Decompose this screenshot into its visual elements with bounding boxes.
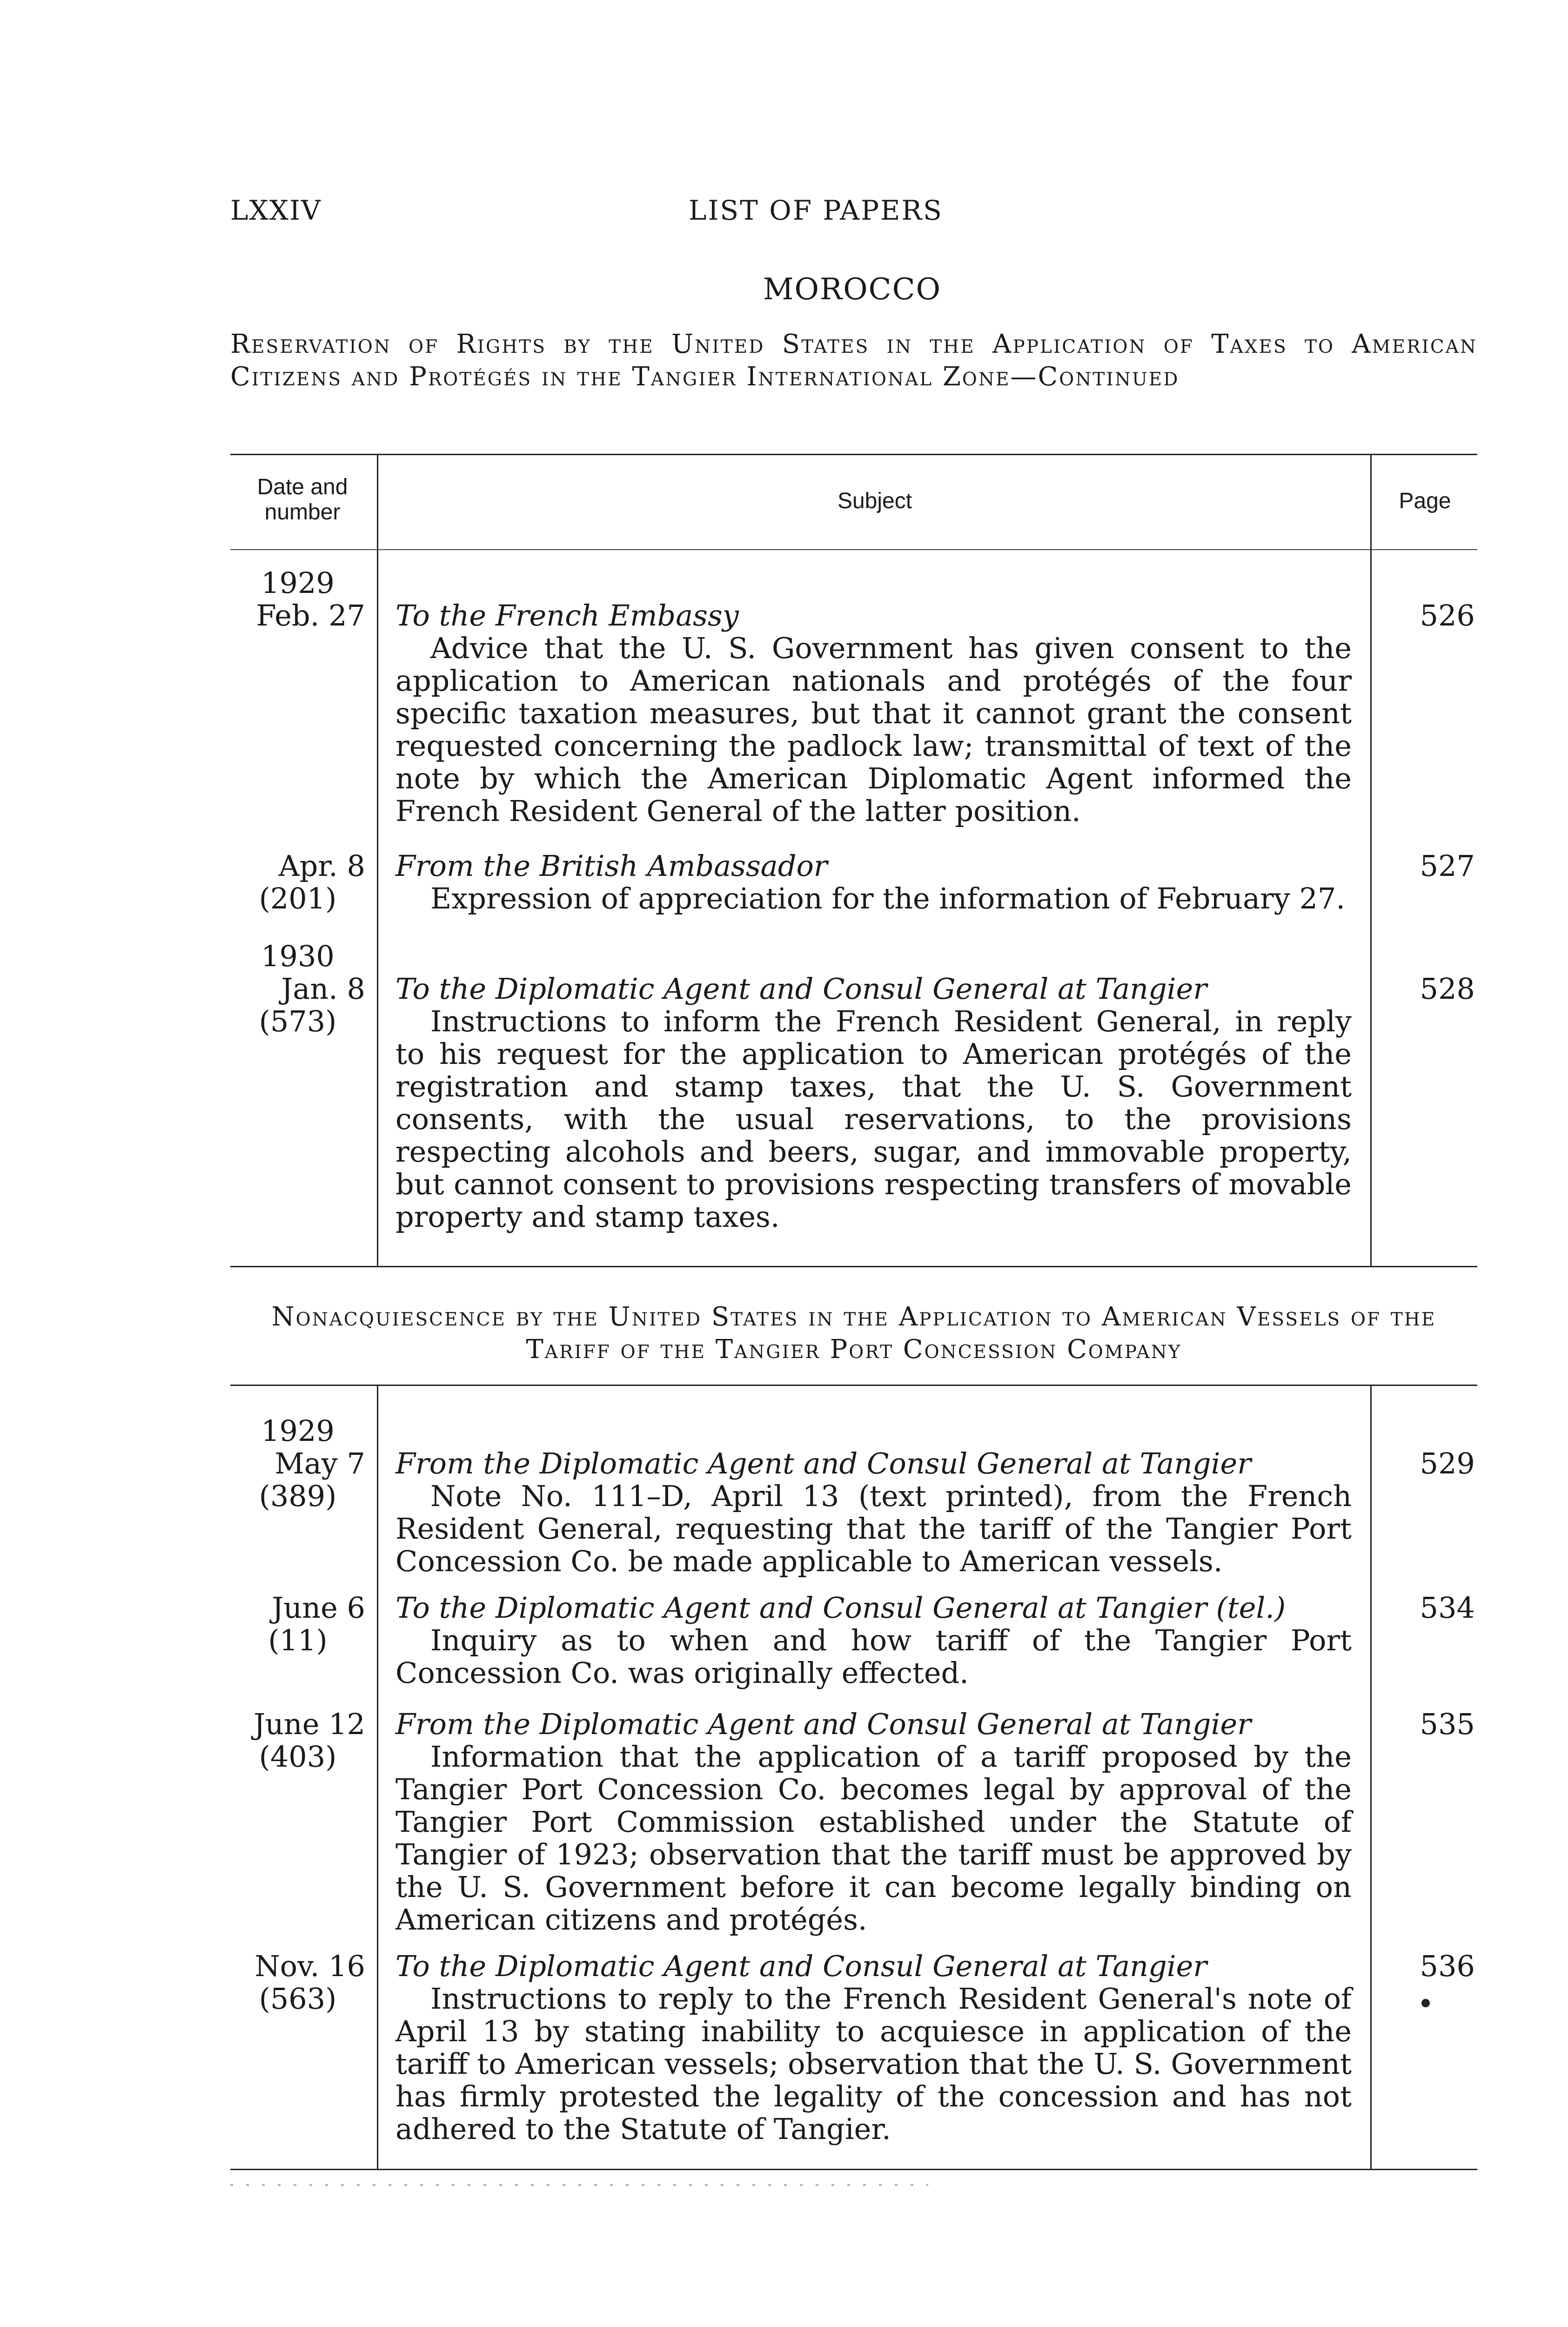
entry-subject <box>395 973 1352 1233</box>
entry-correspondent: To the French Embassy <box>395 599 739 632</box>
running-title: LIST OF PAPERS <box>689 195 943 226</box>
column-divider <box>1370 1385 1372 2169</box>
entry-date-text: Apr. 8 <box>278 849 365 883</box>
entry-year: 1929 <box>261 1414 335 1448</box>
entry-date <box>230 940 365 1038</box>
entry-date-text: June 12 <box>253 1707 365 1741</box>
column-header-page: Page <box>1399 489 1451 513</box>
entry-date <box>230 1415 365 1513</box>
entry-page: 526 <box>1420 599 1475 632</box>
entry-date-text: Jan. 8 <box>281 972 365 1006</box>
entry-subject <box>395 1708 1352 1936</box>
entry-year: 1929 <box>261 566 335 600</box>
entry-number: (389) <box>259 1479 337 1513</box>
entry-date-text: Nov. 16 <box>255 1949 365 1983</box>
entry-correspondent: To the Diplomatic Agent and Consul General at Tangier <box>395 1949 1207 1983</box>
entry-subject <box>395 1447 1352 1578</box>
entry-page: 527 <box>1420 849 1475 883</box>
entry-description: Instructions to reply to the French Resident General's note of April 13 by stating inability to acquiesce in application of the tariff to American vessels; observation that the U. S. Government has firmly protested the legality of the concession and has not adhered to the Statute of Tangier. <box>395 1982 1352 2146</box>
table-top-rule <box>230 1385 1477 1386</box>
entry-page: 535 <box>1420 1707 1475 1741</box>
entry-description: Note No. 111–D, April 13 (text printed), from the French Resident General, requesting that the tariff of the Tangier Port Concession Co. be made applicable to American vessels. <box>395 1479 1352 1578</box>
entry-correspondent: From the Diplomatic Agent and Consul General at Tangier <box>395 1446 1251 1480</box>
section-title-1: Reservation of Rights by the United States in the Application of Taxes to American Citizens and Protégés in the Tangier International Zone—Continued <box>230 329 1477 392</box>
entry-date <box>230 1708 365 1773</box>
entry-description: Advice that the U. S. Government has given consent to the application to American nationals and protégés of the four specific taxation measures, but that it cannot grant the consent requested concerning the padlock law; transmittal of text of the note by which the American Diplomatic Agent informed the French Resident General of the latter position. <box>395 631 1352 828</box>
column-divider <box>1370 454 1372 1266</box>
section-title-2: Nonacquiescence by the United States in the Application to American Vessels of the Tariff of the Tangier Port Concession Company <box>271 1302 1436 1365</box>
entry-number: (563) <box>259 1982 337 2016</box>
entry-date <box>230 567 365 632</box>
dotted-rule <box>230 2183 1477 2187</box>
entry-page: 534 <box>1420 1591 1475 1625</box>
entry-page: 536 <box>1420 1949 1475 1983</box>
entry-correspondent: To the Diplomatic Agent and Consul General at Tangier <box>395 972 1207 1006</box>
entry-date-text: Feb. 27 <box>256 599 365 632</box>
entry-subject <box>395 1950 1352 2145</box>
table-top-rule <box>230 454 1477 455</box>
entry-date-text: May 7 <box>275 1446 365 1480</box>
entry-subject <box>395 599 1352 827</box>
entry-date-text: June 6 <box>272 1591 365 1625</box>
column-header-date: Date and number <box>257 475 348 525</box>
table-head-rule <box>230 549 1477 550</box>
entry-correspondent: To the Diplomatic Agent and Consul General at Tangier (tel.) <box>395 1591 1286 1625</box>
entry-subject <box>395 850 1352 915</box>
entry-number: (403) <box>259 1740 337 1774</box>
entry-description: Information that the application of a tariff proposed by the Tangier Port Concession Co. becomes legal by approval of the Tangier Port Commission established under the Statute of Tangier of 1923; observation that the tariff must be approved by the U. S. Government before it can become legally binding on American citizens and protégés. <box>395 1740 1352 1937</box>
entry-number: (11) <box>268 1623 328 1657</box>
table-bottom-rule <box>230 2169 1477 2170</box>
entry-description: Inquiry as to when and how tariff of the Tangier Port Concession Co. was originally effected. <box>395 1623 1352 1690</box>
entry-date <box>230 850 365 915</box>
entry-description: Expression of appreciation for the information of February 27. <box>430 881 1346 915</box>
entry-correspondent: From the Diplomatic Agent and Consul General at Tangier <box>395 1707 1251 1741</box>
table-bottom-rule <box>230 1266 1477 1267</box>
entry-date <box>230 1592 365 1657</box>
entry-page: 529 <box>1420 1446 1475 1480</box>
column-divider <box>377 454 378 1266</box>
entry-date <box>230 1950 365 2015</box>
stray-mark <box>1421 1999 1430 2007</box>
column-header-subject: Subject <box>837 489 912 513</box>
entry-year: 1930 <box>261 939 335 973</box>
column-divider <box>377 1385 378 2169</box>
entry-correspondent: From the British Ambassador <box>395 849 828 883</box>
entry-description: Instructions to inform the French Resident General, in reply to his request for the application to American protégés of the registration and stamp taxes, that the U. S. Government consents, with the usual reservations, to the provisions respecting alcohols and beers, sugar, and immovable property, but cannot consent to provisions respecting transfers of movable property and stamp taxes. <box>395 1004 1352 1234</box>
entry-number: (573) <box>259 1004 337 1038</box>
country-heading: MOROCCO <box>763 272 942 307</box>
entry-page: 528 <box>1420 972 1475 1006</box>
page-label: LXXIV <box>230 195 322 226</box>
entry-number: (201) <box>259 881 337 915</box>
entry-subject <box>395 1592 1352 1689</box>
